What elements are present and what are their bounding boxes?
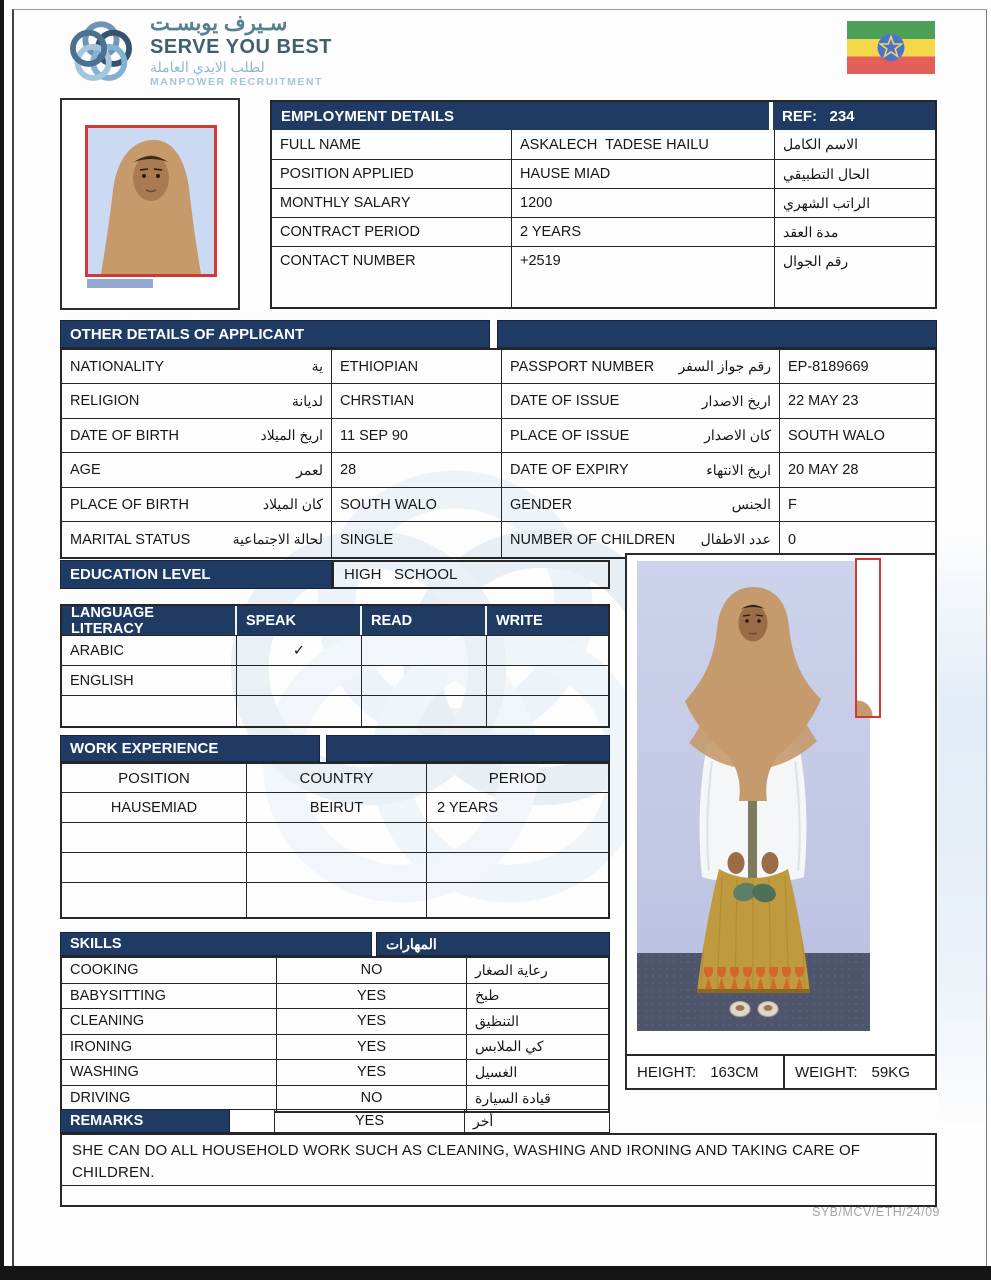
country-cell: [247, 823, 427, 852]
weight-value: 59KG: [871, 1063, 910, 1081]
remarks-value: YES: [275, 1109, 465, 1133]
field-label-cell: [502, 453, 780, 487]
employment-table-header: [272, 102, 935, 130]
agency-english-tagline: MANPOWER RECRUITMENT: [150, 75, 323, 88]
work-experience-table: [60, 762, 610, 919]
agency-arabic-name: سـيرف يوبسـت: [150, 12, 288, 35]
column-header: SPEAK: [237, 606, 362, 635]
employment-details-table: [270, 100, 937, 309]
field-label-arabic: لحالة الاجتماعية: [232, 531, 323, 547]
field-label-arabic: الراتب الشهري: [783, 194, 871, 211]
full-body-photo-box: [625, 553, 937, 1090]
column-header: COUNTRY: [247, 764, 427, 792]
field-label-arabic: رقم الجوال: [783, 253, 849, 269]
field-label: DATE OF BIRTH: [70, 427, 180, 444]
table-row: [272, 160, 935, 189]
remarks-text: SHE CAN DO ALL HOUSEHOLD WORK SUCH AS CLEANING, WASHING AND IRONING AND TAKING CARE OF CHILDREN.: [62, 1135, 935, 1186]
table-row: [62, 696, 608, 726]
table-row: [272, 247, 935, 307]
field-label: AGE: [70, 462, 101, 478]
portrait-photo-shadow: [87, 279, 153, 288]
field-label: GENDER: [510, 496, 573, 513]
column-header: POSITION: [62, 764, 247, 792]
column-header: READ: [362, 606, 487, 635]
skills-table: [60, 956, 610, 1113]
table-row: [62, 453, 935, 488]
field-label: DATE OF ISSUE: [510, 393, 620, 409]
skill-value: YES: [277, 1060, 467, 1085]
portrait-photo-box: [60, 98, 240, 310]
remarks-label-arabic: أخر: [465, 1109, 610, 1133]
field-value: CHRSTIAN: [332, 384, 502, 418]
table-row: [62, 636, 608, 666]
field-label: PASSPORT NUMBER: [510, 358, 655, 375]
field-value: SOUTH WALO: [788, 427, 885, 444]
field-value: 11 SEP 90: [332, 419, 502, 452]
agency-logo-knot-icon: [62, 14, 140, 92]
read-cell: [362, 636, 487, 665]
position-cell: [62, 853, 247, 882]
field-label: MARITAL STATUS: [70, 531, 191, 548]
skills-title-arabic: المهارات: [376, 932, 610, 956]
applicant-full-body-photo: [637, 561, 870, 1031]
table-row: [62, 984, 608, 1010]
write-cell: [487, 636, 608, 665]
field-label-arabic: الجنس: [731, 496, 771, 512]
speak-cell: [237, 696, 362, 726]
field-label-cell: [502, 488, 780, 521]
ethiopia-flag-icon: [847, 21, 935, 74]
skill-value: NO: [277, 958, 467, 983]
document-reference-code: SYB/MCV/ETH/24/09: [812, 1205, 940, 1219]
field-label-cell: [62, 384, 332, 418]
field-label: CONTACT NUMBER: [272, 247, 512, 307]
skill-value: YES: [277, 984, 467, 1009]
work-experience-title: WORK EXPERIENCE: [60, 735, 320, 762]
country-cell: [247, 853, 427, 882]
field-label-arabic: رقم جواز السفر: [678, 358, 771, 374]
weight-cell: [785, 1056, 935, 1088]
field-label-arabic: كان الاصدار: [704, 427, 771, 443]
scan-edge-left: [0, 0, 4, 1280]
field-label-arabic: اريخ الاصدار: [701, 392, 771, 409]
applicant-portrait-photo: [85, 125, 217, 277]
table-row: [272, 189, 935, 218]
field-label-arabic: اريخ الميلاد: [260, 427, 323, 443]
field-label-arabic: لديانة: [291, 392, 323, 409]
table-row: [62, 666, 608, 696]
column-header: LANGUAGE LITERACY: [62, 606, 237, 635]
other-details-title: OTHER DETAILS OF APPLICANT: [60, 320, 490, 348]
education-level-title: EDUCATION LEVEL: [60, 560, 332, 589]
field-label-arabic: مدة العقد: [783, 223, 839, 240]
language-name: [62, 696, 237, 726]
field-label-arabic: عدد الاطفال: [700, 531, 771, 547]
skill-label: IRONING: [62, 1035, 277, 1060]
skill-label-arabic: طبخ: [475, 987, 500, 1004]
field-value: 1200: [512, 189, 775, 217]
agency-english-name: SERVE YOU BEST: [150, 36, 332, 59]
field-value: 20 MAY 28: [788, 462, 859, 478]
weight-label: WEIGHT:: [795, 1063, 858, 1081]
period-cell: [427, 853, 608, 882]
field-label: PLACE OF ISSUE: [510, 427, 630, 444]
skills-title: SKILLS: [60, 932, 372, 956]
height-cell: [627, 1056, 785, 1088]
skill-label-arabic: رعاية الصغار: [475, 961, 548, 978]
skill-label: DRIVING: [62, 1086, 277, 1112]
remarks-row: [60, 1109, 610, 1133]
table-row: [62, 1086, 608, 1112]
field-label-arabic: ية: [311, 358, 323, 374]
skill-label: BABYSITTING: [62, 984, 277, 1009]
language-name: ARABIC: [62, 636, 237, 665]
field-label-arabic: الاسم الكامل: [783, 136, 859, 152]
field-label: POSITION APPLIED: [272, 160, 512, 188]
position-cell: [62, 883, 247, 917]
field-value: 2 YEARS: [512, 218, 775, 246]
table-row: [62, 958, 608, 984]
field-label: NUMBER OF CHILDREN: [510, 531, 676, 548]
remarks-gap-cell: [230, 1109, 275, 1133]
skill-label-arabic: الغسيل: [475, 1063, 518, 1080]
field-label-cell: [62, 488, 332, 521]
field-value: HAUSE MIAD: [512, 160, 775, 188]
language-name: ENGLISH: [62, 666, 237, 695]
skill-label-arabic: قيادة السيارة: [475, 1089, 551, 1106]
write-cell: [487, 696, 608, 726]
field-label-cell: [62, 350, 332, 383]
field-label: MONTHLY SALARY: [272, 189, 512, 217]
field-label: NATIONALITY: [70, 358, 164, 375]
column-header: PERIOD: [488, 769, 547, 787]
field-label-cell: [62, 419, 332, 452]
language-table-header: [62, 606, 608, 636]
table-row: [62, 1035, 608, 1061]
field-value: ETHIOPIAN: [332, 350, 502, 383]
height-value: 163CM: [710, 1063, 759, 1081]
table-row: [62, 883, 608, 917]
height-weight-row: [627, 1054, 935, 1088]
agency-logo-text: [150, 13, 390, 88]
country-cell: [247, 883, 427, 917]
skill-label: COOKING: [62, 958, 277, 983]
scan-edge-bottom: [0, 1266, 991, 1280]
field-value: 22 MAY 23: [788, 393, 859, 409]
work-experience-title-extension: [326, 735, 610, 762]
table-row: [62, 853, 608, 883]
skill-label-arabic: التنظيق: [475, 1012, 519, 1029]
country-cell: BEIRUT: [247, 793, 427, 822]
height-label: HEIGHT:: [637, 1063, 697, 1081]
table-row: [62, 419, 935, 453]
position-cell: HAUSEMIAD: [62, 793, 247, 822]
period-cell: [427, 823, 608, 852]
table-row: [62, 488, 935, 522]
table-row: [62, 1009, 608, 1035]
scan-tint: [938, 530, 988, 1130]
field-label-arabic: كان الميلاد: [262, 496, 323, 512]
field-label-arabic: لعمر: [296, 461, 323, 478]
table-row: [62, 793, 608, 823]
skill-value: YES: [277, 1035, 467, 1060]
table-row: [272, 130, 935, 160]
field-value: +2519: [512, 247, 775, 307]
ref-number: REF: 234: [773, 102, 935, 130]
education-level-value: HIGH SCHOOL: [332, 560, 610, 589]
period-cell: 2 YEARS: [437, 799, 498, 816]
skill-label: CLEANING: [62, 1009, 277, 1034]
table-row: [62, 1060, 608, 1086]
other-details-title-extension: [497, 320, 937, 348]
write-cell: [487, 666, 608, 695]
work-table-header: [62, 764, 608, 793]
field-label-cell: [62, 453, 332, 487]
period-cell: [427, 883, 608, 917]
field-label-cell: [502, 350, 780, 383]
field-label-cell: [502, 384, 780, 418]
other-details-table: [60, 348, 937, 559]
field-label: FULL NAME: [272, 130, 512, 159]
table-row: [272, 218, 935, 247]
field-label: DATE OF EXPIRY: [510, 462, 629, 478]
column-header: WRITE: [496, 612, 543, 629]
field-value: ASKALECH TADESE HAILU: [512, 130, 775, 159]
field-label-arabic: اريخ الانتهاء: [706, 461, 771, 478]
field-label-cell: [62, 522, 332, 557]
read-cell: [362, 666, 487, 695]
field-value: 28: [332, 453, 502, 487]
remarks-text-box: [60, 1133, 937, 1207]
speak-checkmark: ✓: [237, 636, 362, 665]
field-label-arabic: الحال التطبيقي: [783, 165, 870, 182]
field-value: EP-8189669: [788, 358, 869, 375]
speak-cell: [237, 666, 362, 695]
skill-label: WASHING: [62, 1060, 277, 1085]
language-literacy-table: [60, 604, 610, 728]
field-label: PLACE OF BIRTH: [70, 496, 189, 513]
employment-title: EMPLOYMENT DETAILS: [272, 102, 773, 130]
field-label-cell: [502, 419, 780, 452]
table-row: [62, 350, 935, 384]
table-row: [62, 823, 608, 853]
field-value: 0: [788, 531, 797, 548]
table-row: [62, 522, 935, 557]
skill-value: YES: [277, 1009, 467, 1034]
field-value: SINGLE: [332, 522, 502, 557]
overlapping-photo-edge: [855, 558, 881, 718]
read-cell: [362, 696, 487, 726]
field-value: SOUTH WALO: [332, 488, 502, 521]
skill-label-arabic: كي الملابس: [475, 1038, 544, 1055]
position-cell: [62, 823, 247, 852]
field-value: F: [788, 496, 797, 513]
field-label: RELIGION: [70, 393, 140, 409]
skill-value: NO: [277, 1086, 467, 1112]
agency-arabic-tagline: لطلب الايدي العاملة: [150, 59, 265, 76]
table-row: [62, 384, 935, 419]
remarks-title: REMARKS: [60, 1109, 230, 1133]
field-label-cell: [502, 522, 780, 557]
field-label: CONTRACT PERIOD: [272, 218, 512, 246]
